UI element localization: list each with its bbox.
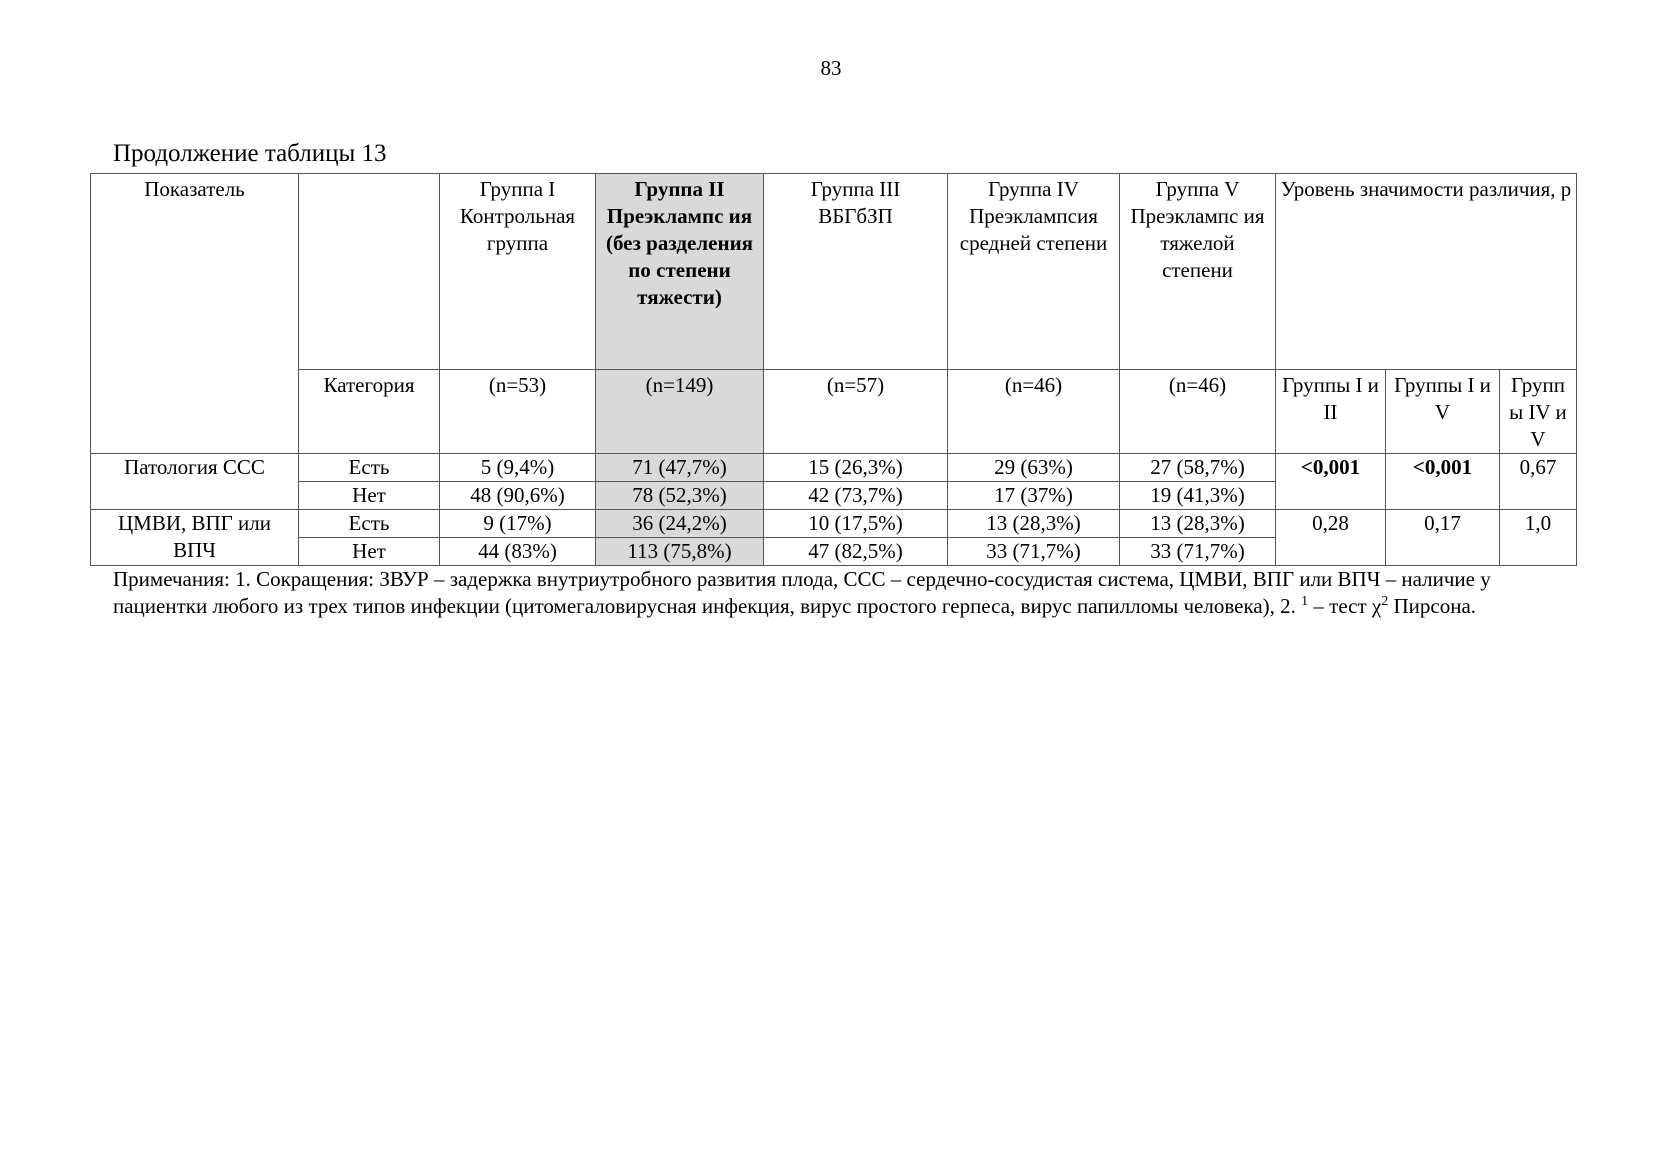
value-cell: 33 (71,7%) (1120, 538, 1276, 566)
value-cell: 71 (47,7%) (596, 454, 764, 482)
value-cell: 47 (82,5%) (764, 538, 948, 566)
p-value-cell: <0,001 (1276, 454, 1386, 510)
category-cell: Есть (299, 454, 440, 482)
value-cell: 33 (71,7%) (948, 538, 1120, 566)
comparison-3-header: Групп ы IV и V (1500, 370, 1577, 454)
p-value-cell: 0,17 (1386, 510, 1500, 566)
category-cell: Нет (299, 538, 440, 566)
significance-header: Уровень значимости различия, p (1276, 174, 1577, 370)
category-header: Категория (299, 370, 440, 454)
indicator-cell: ЦМВИ, ВПГ или ВПЧ (91, 510, 299, 566)
p-value-cell: 1,0 (1500, 510, 1577, 566)
group-3-header: Группа III ВБГбЗП (764, 174, 948, 370)
results-table (90, 173, 1577, 566)
table-notes (113, 566, 1563, 620)
header-row-groups (91, 174, 1577, 370)
value-cell: 113 (75,8%) (596, 538, 764, 566)
value-cell: 19 (41,3%) (1120, 482, 1276, 510)
group-2-header: Группа II Преэклампс ия (без разделения по степени тяжести) (596, 174, 764, 370)
value-cell: 29 (63%) (948, 454, 1120, 482)
table-caption: Продолжение таблицы 13 (113, 140, 387, 167)
value-cell: 42 (73,7%) (764, 482, 948, 510)
group-2-n: (n=149) (596, 370, 764, 454)
p-value-cell: 0,28 (1276, 510, 1386, 566)
group-4-header: Группа IV Преэклампсия средней степени (948, 174, 1120, 370)
value-cell: 13 (28,3%) (1120, 510, 1276, 538)
table-row (91, 510, 1577, 538)
notes-text: – тест χ (1313, 594, 1382, 618)
category-cell: Нет (299, 482, 440, 510)
value-cell: 36 (24,2%) (596, 510, 764, 538)
value-cell: 5 (9,4%) (440, 454, 596, 482)
footnote-marker: 1 (1301, 594, 1309, 609)
table-row (91, 454, 1577, 482)
group-5-header: Группа V Преэклампс ия тяжелой степени (1120, 174, 1276, 370)
p-value-cell: 0,67 (1500, 454, 1577, 510)
comparison-2-header: Группы I и V (1386, 370, 1500, 454)
indicator-header: Показатель (91, 174, 299, 454)
category-cell: Есть (299, 510, 440, 538)
value-cell: 78 (52,3%) (596, 482, 764, 510)
value-cell: 44 (83%) (440, 538, 596, 566)
comparison-1-header: Группы I и II (1276, 370, 1386, 454)
group-4-n: (n=46) (948, 370, 1120, 454)
group-1-n: (n=53) (440, 370, 596, 454)
value-cell: 9 (17%) (440, 510, 596, 538)
group-1-header: Группа I Контрольная группа (440, 174, 596, 370)
indicator-cell: Патология ССС (91, 454, 299, 510)
p-value-cell: <0,001 (1386, 454, 1500, 510)
value-cell: 48 (90,6%) (440, 482, 596, 510)
superscript: 2 (1381, 594, 1389, 609)
notes-text: Пирсона. (1393, 594, 1477, 618)
value-cell: 13 (28,3%) (948, 510, 1120, 538)
notes-text: Примечания: 1. Сокращения: ЗВУР – задержка внутриутробного развития плода, ССС – сердечно-сосудистая система, ЦМВИ, ВПГ или ВПЧ – наличие у пациентки любого из трех типов инфекции (цитомегаловирусная инфекция, вирус простого герпеса, вирус папилломы человека), 2. (113, 567, 1491, 618)
group-3-n: (n=57) (764, 370, 948, 454)
value-cell: 17 (37%) (948, 482, 1120, 510)
value-cell: 15 (26,3%) (764, 454, 948, 482)
group-5-n: (n=46) (1120, 370, 1276, 454)
page-number: 83 (820, 56, 842, 80)
empty-header-cell (299, 174, 440, 370)
value-cell: 27 (58,7%) (1120, 454, 1276, 482)
header-row-n (91, 370, 1577, 454)
value-cell: 10 (17,5%) (764, 510, 948, 538)
